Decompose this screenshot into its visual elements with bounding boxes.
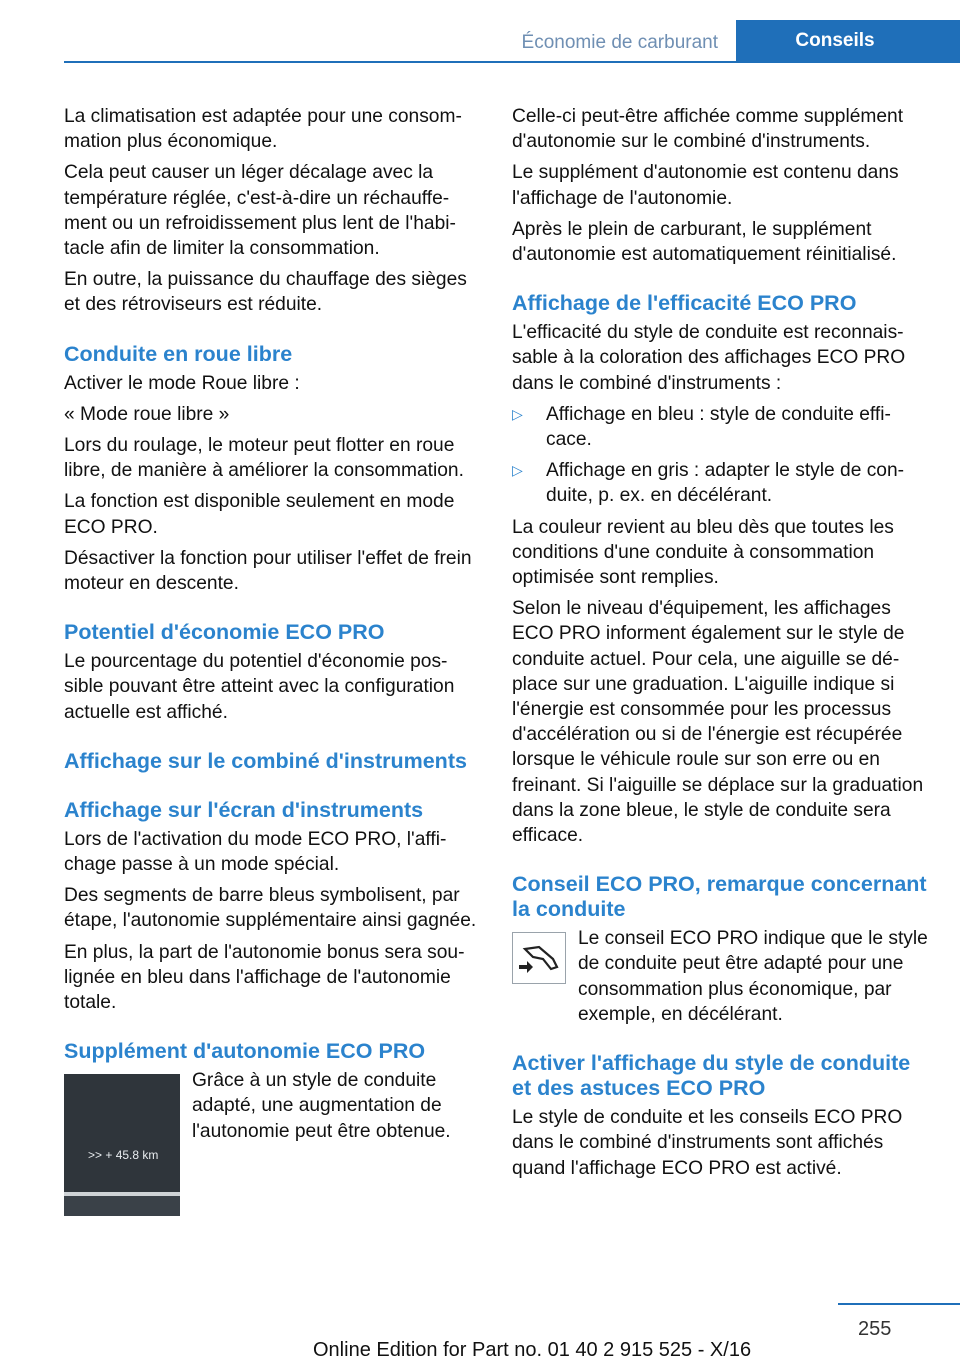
footer-rule xyxy=(838,1303,960,1305)
paragraph-efficacite-3: Selon le niveau d'équipement, les affichages ECO PRO informent également sur le style de conduite actuel. Pour cela, une aiguille se déplace sur une graduation. L'aiguille indique si l'énergie est consommée pour les processus d'accélération ou si de l'énergie est récupérée lorsque le véhicule roule sur son erre ou en freinant. Si l'aiguille se déplace sur la graduation dans la zone bleue, le style de conduite sera efficace. xyxy=(512,598,924,847)
heading-conseil: Conseil ECO PRO, remarque concernant la conduite xyxy=(512,872,927,922)
right-column xyxy=(512,104,928,1187)
header-rule xyxy=(64,61,960,63)
heading-combine: Affichage sur le combiné d'instruments xyxy=(64,748,467,773)
paragraph-right-2: Le supplément d'autonomie est contenu dans l'affichage de l'autonomie. xyxy=(512,162,899,209)
list-item: ▷ Affichage en bleu : style de conduite efficace. xyxy=(512,403,891,451)
efficacite-list xyxy=(512,402,928,509)
left-column xyxy=(64,104,480,1208)
triangle-bullet-icon: ▷ xyxy=(512,462,523,479)
paragraph-supplement: Grâce à un style de conduite adapté, une augmentation de l'autonomie peut être obtenue. xyxy=(192,1070,451,1142)
paragraph-decalage: Cela peut causer un léger décalage avec la température réglée, c'est-à-dire un réchauffement ou un refroidissement plus lent de l'habitacle afin de limiter la consommation. xyxy=(64,162,456,260)
header-section-title: Économie de carburant xyxy=(521,32,718,53)
paragraph-climatisation: La climatisation est adaptée pour une consommation plus économique. xyxy=(64,106,462,153)
edition-footer: Online Edition for Part no. 01 40 2 915 525 - X/16 xyxy=(313,1339,752,1361)
page-header xyxy=(0,0,960,62)
instrument-range-readout: >> + 45.8 km xyxy=(88,1148,159,1163)
paragraph-activer: Le style de conduite et les conseils ECO PRO dans le combiné d'instruments sont affichés quand l'affichage ECO PRO est activé. xyxy=(512,1107,903,1179)
paragraph-efficacite-1: L'efficacité du style de conduite est reconnaissable à la coloration des affichages ECO PRO dans le combiné d'instruments : xyxy=(512,322,906,394)
paragraph-roue-1: Activer le mode Roue libre : xyxy=(64,372,300,394)
paragraph-potentiel: Le pourcentage du potentiel d'économie possible pouvant être atteint avec la configuration actuelle est affiché. xyxy=(64,651,455,723)
paragraph-roue-4: La fonction est disponible seulement en mode ECO PRO. xyxy=(64,491,455,538)
paragraph-ecran-1: Lors de l'activation du mode ECO PRO, l'affichage passe à un mode spécial. xyxy=(64,828,447,876)
heading-potentiel: Potentiel d'économie ECO PRO xyxy=(64,620,385,645)
paragraph-efficacite-2: La couleur revient au bleu dès que toutes les conditions d'une conduite à consommation optimisée sont remplies. xyxy=(512,516,894,589)
header-chapter-tab xyxy=(736,20,960,62)
paragraph-right-3: Après le plein de carburant, le supplément d'autonomie est automatiquement réinitialisé. xyxy=(512,218,897,266)
conseil-row xyxy=(512,926,928,1027)
page-number: 255 xyxy=(858,1318,892,1340)
heading-ecran: Affichage sur l'écran d'instruments xyxy=(64,797,424,822)
triangle-bullet-icon: ▷ xyxy=(512,405,523,422)
paragraph-conseil: Le conseil ECO PRO indique que le style de conduite peut être adapté pour une consommation plus économique, par exemple, en décélérant. xyxy=(578,928,928,1025)
eco-pro-tip-icon xyxy=(512,932,566,984)
paragraph-ecran-2: Des segments de barre bleus symbolisent, par étape, l'autonomie supplémentaire ainsi gagnée. xyxy=(64,885,477,932)
heading-activer: Activer l'affichage du style de conduite et des astuces ECO PRO xyxy=(512,1051,911,1101)
heading-roue-libre: Conduite en roue libre xyxy=(64,341,293,366)
heading-efficacite: Affichage de l'efficacité ECO PRO xyxy=(512,291,857,316)
heading-supplement: Supplément d'autonomie ECO PRO xyxy=(64,1039,426,1064)
paragraph-roue-2: « Mode roue libre » xyxy=(64,403,230,425)
paragraph-roue-5: Désactiver la fonction pour utiliser l'effet de frein moteur en descente. xyxy=(64,547,472,595)
supplement-figure-row xyxy=(64,1068,480,1208)
paragraph-chauffage: En outre, la puissance du chauffage des sièges et des rétroviseurs est réduite. xyxy=(64,269,467,316)
paragraph-right-1: Celle-ci peut-être affichée comme supplément d'autonomie sur le combiné d'instruments. xyxy=(512,106,904,153)
paragraph-ecran-3: En plus, la part de l'autonomie bonus sera soulignée en bleu dans l'affichage de l'autonomie totale. xyxy=(64,941,465,1014)
paragraph-roue-3: Lors du roulage, le moteur peut flotter en roue libre, de manière à améliorer la consommation. xyxy=(64,435,464,482)
list-item: ▷ Affichage en gris : adapter le style de conduite, p. ex. en décélérant. xyxy=(512,460,905,507)
header-tab-label: Conseils xyxy=(795,30,875,51)
instrument-cluster-image xyxy=(64,1074,180,1216)
